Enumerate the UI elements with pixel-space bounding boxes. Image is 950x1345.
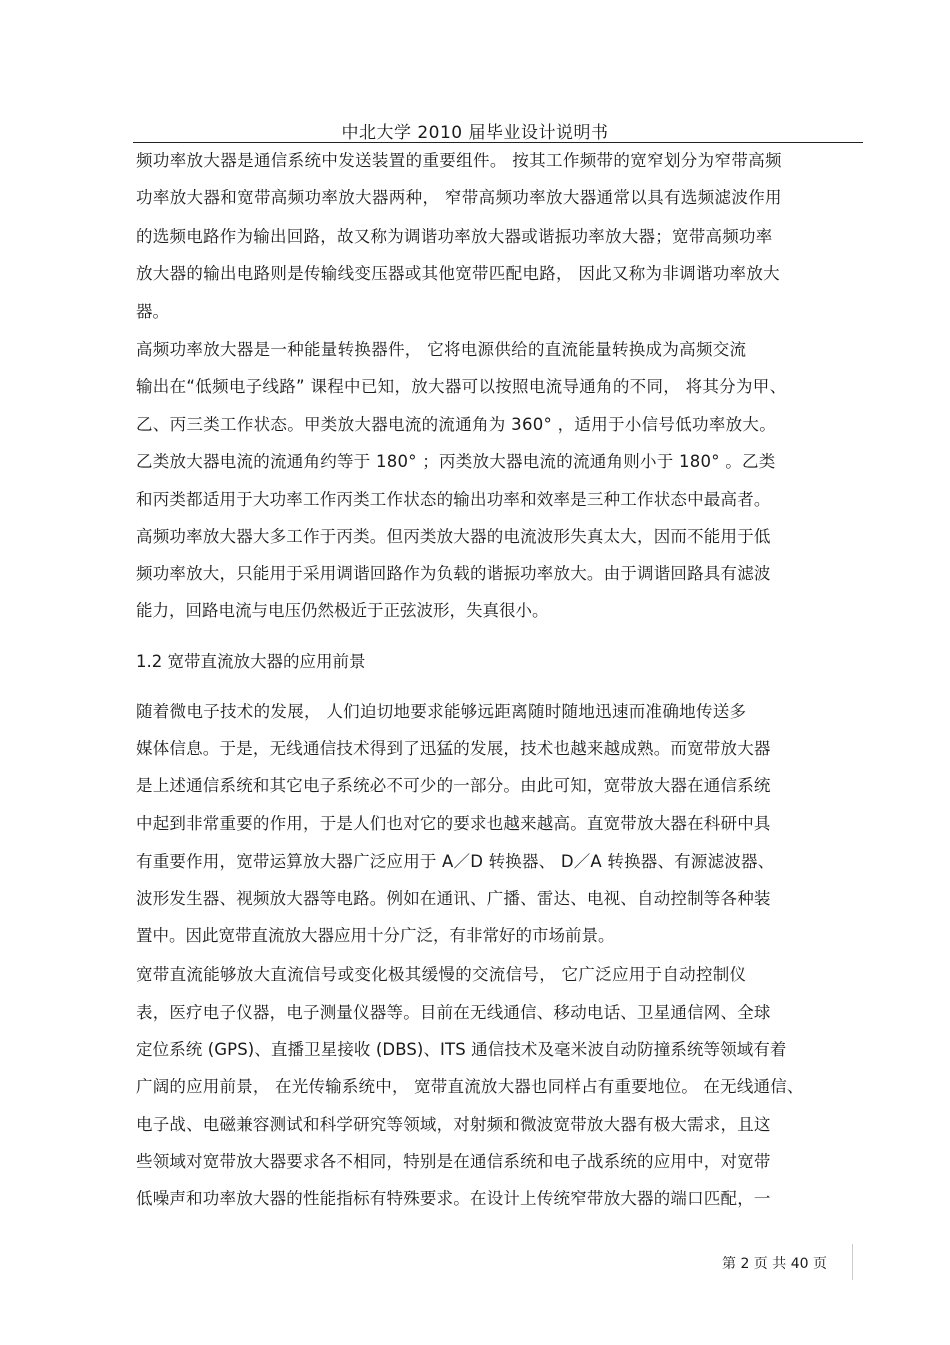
text-line: 频功率放大器是通信系统中发送装置的重要组件。 按其工作频带的宽窄划分为窄带高频 xyxy=(136,151,782,170)
text-line: 是上述通信系统和其它电子系统必不可少的一部分。由此可知，宽带放大器在通信系统 xyxy=(136,776,771,795)
text-line: 能力，回路电流与电压仍然极近于正弦波形，失真很小。 xyxy=(136,601,549,620)
text-line: 随着微电子技术的发展， 人们迫切地要求能够远距离随时随地迅速而准确地传送多 xyxy=(136,702,747,721)
text-line: 输出在“低频电子线路” 课程中已知，放大器可以按照电流导通角的不同， 将其分为甲、 xyxy=(136,377,787,396)
section-heading: 1.2 宽带直流放大器的应用前景 xyxy=(136,652,366,671)
text-line: 乙类放大器电流的流通角约等于 180° ；丙类放大器电流的流通角则小于 180° 。乙类 xyxy=(136,452,776,471)
page-number: 第 2 页 共 40 页 xyxy=(722,1256,827,1272)
text-line: 功率放大器和宽带高频功率放大器两种， 窄带高频功率放大器通常以具有选频滤波作用 xyxy=(136,188,782,207)
text-line: 广阔的应用前景， 在光传输系统中， 宽带直流放大器也同样占有重要地位。 在无线通信、 xyxy=(136,1077,804,1096)
text-line: 高频功率放大器大多工作于丙类。但丙类放大器的电流波形失真太大，因而不能用于低 xyxy=(136,527,771,546)
header-divider xyxy=(133,142,863,143)
text-line: 的选频电路作为输出回路，故又称为调谐功率放大器或谐振功率放大器；宽带高频功率 xyxy=(136,227,773,246)
text-line: 乙、丙三类工作状态。甲类放大器电流的流通角为 360° ，适用于小信号低功率放大。 xyxy=(136,415,777,434)
text-line: 定位系统 (GPS)、直播卫星接收 (DBS)、ITS 通信技术及毫米波自动防撞系统等领域有着 xyxy=(136,1040,787,1059)
text-line: 高频功率放大器是一种能量转换器件， 它将电源供给的直流能量转换成为高频交流 xyxy=(136,340,747,359)
text-line: 低噪声和功率放大器的性能指标有特殊要求。在设计上传统窄带放大器的端口匹配，一 xyxy=(136,1189,771,1208)
text-line: 放大器的输出电路则是传输线变压器或其他宽带匹配电路， 因此又称为非调谐功率放大 xyxy=(136,264,780,283)
text-line: 和丙类都适用于大功率工作丙类工作状态的输出功率和效率是三种工作状态中最高者。 xyxy=(136,490,771,509)
text-line: 波形发生器、视频放大器等电路。例如在通讯、广播、雷达、电视、自动控制等各种装 xyxy=(136,889,771,908)
text-line: 宽带直流能够放大直流信号或变化极其缓慢的交流信号， 它广泛应用于自动控制仪 xyxy=(136,965,747,984)
text-line: 表，医疗电子仪器，电子测量仪器等。目前在无线通信、移动电话、卫星通信网、全球 xyxy=(136,1003,771,1022)
text-line: 频功率放大，只能用于采用调谐回路作为负载的谐振功率放大。由于调谐回路具有滤波 xyxy=(136,564,771,583)
text-line: 些领域对宽带放大器要求各不相同，特别是在通信系统和电子战系统的应用中，对宽带 xyxy=(136,1152,771,1171)
text-line: 媒体信息。于是，无线通信技术得到了迅猛的发展，技术也越来越成熟。而宽带放大器 xyxy=(136,739,771,758)
text-line: 器。 xyxy=(136,302,169,321)
footer-divider xyxy=(852,1244,853,1280)
page-header-title: 中北大学 2010 届毕业设计说明书 xyxy=(341,123,609,143)
text-line: 中起到非常重要的作用，于是人们也对它的要求也越来越高。直宽带放大器在科研中具 xyxy=(136,814,771,833)
text-line: 置中。因此宽带直流放大器应用十分广泛，有非常好的市场前景。 xyxy=(136,926,615,945)
text-line: 电子战、电磁兼容测试和科学研究等领域，对射频和微波宽带放大器有极大需求，且这 xyxy=(136,1115,771,1134)
text-line: 有重要作用，宽带运算放大器广泛应用于 A／D 转换器、 D／A 转换器、有源滤波器、 xyxy=(136,852,775,871)
